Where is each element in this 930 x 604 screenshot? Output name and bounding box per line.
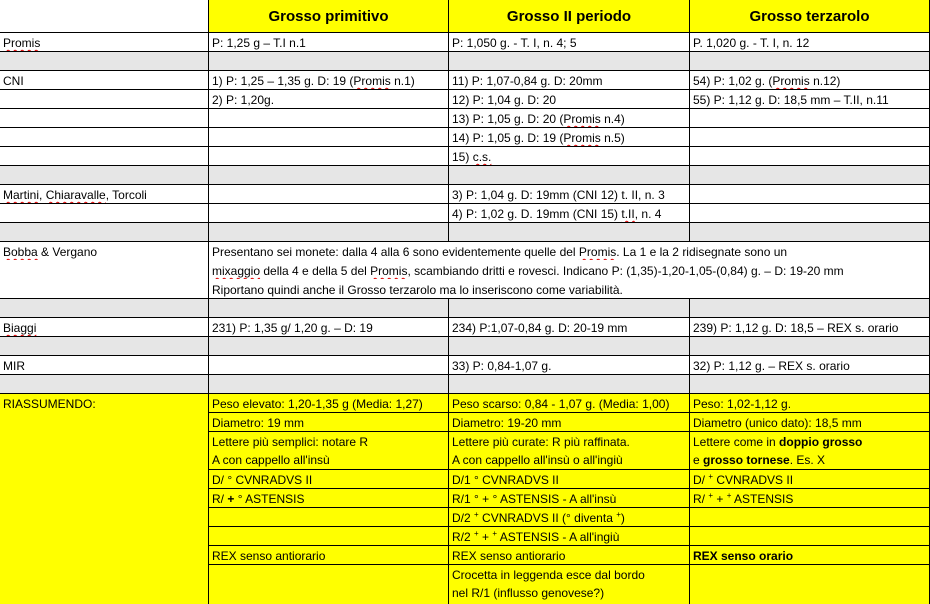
header-grosso-ii-periodo: Grosso II periodo bbox=[506, 8, 632, 25]
grid-line bbox=[0, 374, 930, 375]
separator-row bbox=[0, 298, 930, 317]
cni-ii-periodo-5: 15) c.s. bbox=[452, 150, 492, 164]
summary-rovescio-terzarolo: R/ + + + ASTENSIS bbox=[693, 491, 794, 506]
bobba-note-line-3: Riportano quindi anche il Grosso terzarolo ma lo inseriscono come variabilità. bbox=[212, 283, 623, 297]
summary-rex-terzarolo: REX senso orario bbox=[693, 549, 794, 563]
summary-rex-primitivo: REX senso antiorario bbox=[212, 549, 326, 563]
separator-row bbox=[0, 222, 930, 241]
summary-peso-ii-periodo: Peso scarso: 0,84 - 1,07 g. (Media: 1,00) bbox=[452, 397, 670, 411]
summary-rovescio-primitivo: R/ + ° ASTENSIS bbox=[212, 492, 305, 506]
promis-terzarolo: P. 1,020 g. - T. I, n. 12 bbox=[693, 36, 810, 50]
summary-diametro-terzarolo: Diametro (unico dato): 18,5 mm bbox=[693, 416, 862, 430]
summary-dritto-ii-periodo: D/1 ° CVNRADVS II bbox=[452, 473, 559, 487]
grid-line bbox=[0, 336, 930, 337]
summary-rex-ii-periodo: REX senso antiorario bbox=[452, 549, 566, 563]
source-biaggi: Biaggi bbox=[3, 321, 37, 335]
summary-peso-terzarolo: Peso: 1,02-1,12 g. bbox=[693, 397, 792, 411]
separator-row bbox=[0, 165, 930, 184]
source-promis: Promis bbox=[3, 36, 41, 50]
bobba-note-line-1: Presentano sei monete: dalla 4 alla 6 sono evidentemente quelle del Promis. La 1 e la 2 ridisegnate sono un bbox=[212, 245, 788, 259]
mct-ii-periodo-2: 4) P: 1,02 g. D. 19mm (CNI 15) t.II, n. 4 bbox=[452, 207, 662, 221]
separator-row bbox=[0, 51, 930, 70]
cni-ii-periodo-2: 12) P: 1,04 g. D: 20 bbox=[452, 93, 557, 107]
biaggi-primitivo: 231) P: 1,35 g/ 1,20 g. – D: 19 bbox=[212, 321, 373, 335]
separator-row bbox=[0, 336, 930, 355]
cni-terzarolo-1: 54) P: 1,02 g. (Promis n.12) bbox=[693, 74, 841, 88]
source-cni: CNI bbox=[3, 74, 24, 88]
summary-peso-primitivo: Peso elevato: 1,20-1,35 g (Media: 1,27) bbox=[212, 397, 423, 411]
cni-terzarolo-2: 55) P: 1,12 g. D: 18,5 mm – T.II, n.11 bbox=[693, 93, 889, 107]
cni-primitivo-1: 1) P: 1,25 – 1,35 g. D: 19 (Promis n.1) bbox=[212, 74, 415, 88]
cni-ii-periodo-4: 14) P: 1,05 g. D: 19 (Promis n.5) bbox=[452, 131, 625, 145]
grid-line bbox=[0, 222, 930, 223]
summary-rovescio2-ii-periodo: R/2 + + + ASTENSIS - A all'ingiù bbox=[452, 529, 620, 544]
biaggi-ii-periodo: 234) P:1,07-0,84 g. D: 20-19 mm bbox=[452, 321, 628, 335]
mct-ii-periodo-1: 3) P: 1,04 g. D: 19mm (CNI 12) t. II, n. 3 bbox=[452, 188, 665, 202]
source-martini-chiaravalle-torcoli: Martini, Chiaravalle, Torcoli bbox=[3, 188, 147, 202]
bobba-note-line-2: mixaggio della 4 e della 5 del Promis, scambiando dritti e rovesci. Indicano P: (1,35)-1,20-1,05-(0,84) g. – D: 19-20 mm bbox=[212, 264, 844, 278]
summary-diametro-ii-periodo: Diametro: 19-20 mm bbox=[452, 416, 562, 430]
biaggi-terzarolo: 239) P: 1,12 g. D: 18,5 – REX s. orario bbox=[693, 321, 899, 335]
summary-rovescio-ii-periodo: R/1 ° + ° ASTENSIS - A all'insù bbox=[452, 492, 617, 506]
grid-line bbox=[0, 298, 930, 299]
cni-ii-periodo-1: 11) P: 1,07-0,84 g. D: 20mm bbox=[452, 74, 603, 88]
grid-line bbox=[0, 51, 930, 52]
promis-primitivo: P: 1,25 g – T.I n.1 bbox=[212, 36, 306, 50]
source-mir: MIR bbox=[3, 359, 25, 373]
separator-row bbox=[0, 374, 930, 393]
promis-ii-periodo: P: 1,050 g. - T. I, n. 4; 5 bbox=[452, 36, 577, 50]
header-grosso-terzarolo: Grosso terzarolo bbox=[749, 8, 870, 25]
cni-ii-periodo-3: 13) P: 1,05 g. D: 20 (Promis n.4) bbox=[452, 112, 625, 126]
source-bobba-vergano: Bobba & Vergano bbox=[3, 245, 98, 259]
summary-lettere-primitivo: Lettere più semplici: notare R A con cappello all'insù bbox=[212, 435, 369, 467]
summary-crocetta-ii-periodo: Crocetta in leggenda esce dal bordo nel R/1 (influsso genovese?) bbox=[452, 568, 645, 600]
mir-ii-periodo: 33) P: 0,84-1,07 g. bbox=[452, 359, 552, 373]
summary-diametro-primitivo: Diametro: 19 mm bbox=[212, 416, 305, 430]
grid-line bbox=[0, 165, 930, 166]
header-grosso-primitivo: Grosso primitivo bbox=[268, 8, 389, 25]
summary-dritto-terzarolo: D/ + CVNRADVS II bbox=[693, 472, 794, 487]
summary-label: RIASSUMENDO: bbox=[3, 397, 96, 411]
summary-lettere-terzarolo: Lettere come in doppio grosso e grosso tornese. Es. X bbox=[693, 435, 863, 467]
summary-dritto-primitivo: D/ ° CVNRADVS II bbox=[212, 473, 313, 487]
summary-dritto2-ii-periodo: D/2 + CVNRADVS II (° diventa +) bbox=[452, 510, 625, 525]
mir-terzarolo: 32) P: 1,12 g. – REX s. orario bbox=[693, 359, 850, 373]
cni-primitivo-2: 2) P: 1,20g. bbox=[212, 93, 275, 107]
summary-lettere-ii-periodo: Lettere più curate: R più raffinata. A con cappello all'insù o all'ingiù bbox=[452, 435, 630, 467]
